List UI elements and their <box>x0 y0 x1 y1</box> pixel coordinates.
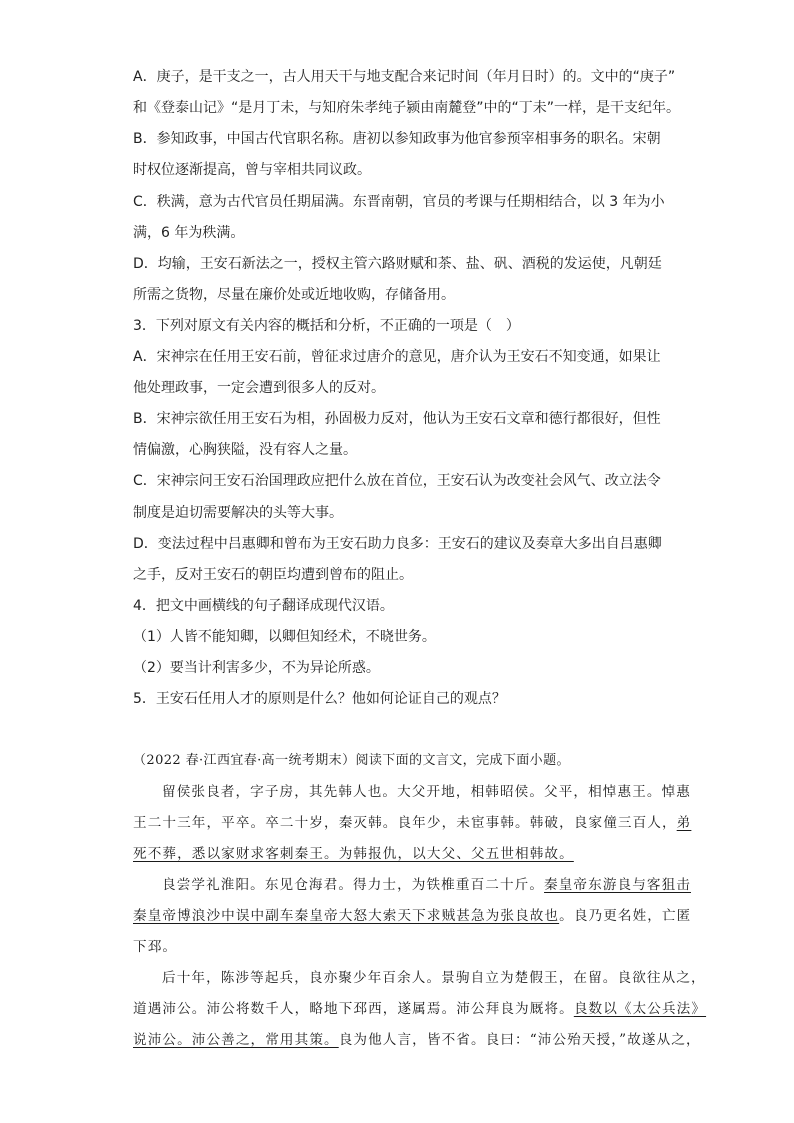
passage-p1-line-2-text: 王二十三年，平卒。卒二十岁，秦灭韩。良年少，未宦事韩。韩破，良家僮三百人， <box>133 815 677 831</box>
underlined-sentence-3-start: 良数以《太公兵法》 <box>573 1001 707 1017</box>
passage-p3-line-2-text: 道遇沛公。沛公将数千人，略地下邳西，遂属焉。沛公拜良为厩将。 <box>133 1001 574 1017</box>
q3-option-c-line-1: C．宋神宗问王安石治国理政应把什么放在首位，王安石认为改变社会风气、改立法令 <box>133 473 661 489</box>
underlined-sentence-2: 秦皇帝博浪沙中误中副车秦皇帝大怒大索天下求贼甚急为张良故也 <box>133 908 560 924</box>
question-5: 5．王安石任用人才的原则是什么？他如何论证自己的观点？ <box>133 691 506 707</box>
q3-option-b-line-1: B．宋神宗欲任用王安石为相，孙固极力反对，他认为王安石文章和德行都很好，但性 <box>133 411 661 427</box>
underlined-sentence-1: 死不葬，悉以家财求客刺秦王。为韩报仇，以大父、父五世相韩故。 <box>133 846 574 862</box>
question-4-sentence-1: （1）人皆不能知卿，以卿但知经术，不晓世务。 <box>133 629 436 645</box>
passage-p3-line-3 <box>133 1031 701 1049</box>
question-4: 4．把文中画横线的句子翻译成现代汉语。 <box>133 598 394 614</box>
passage-p3-line-1: 后十年，陈涉等起兵，良亦聚少年百余人。景驹自立为楚假王，在留。良欲往从之， <box>162 970 706 986</box>
question-3: 3．下列对原文有关内容的概括和分析，不正确的一项是（ ） <box>133 318 520 334</box>
passage-p2-line-1 <box>162 876 691 894</box>
passage-p2-line-2 <box>133 907 691 925</box>
passage-p1-line-2 <box>133 814 691 832</box>
option-a-line-2: 和《登泰山记》“是月丁未，与知府朱孝纯子颍由南麓登”中的“丁未”一样，是干支纪年。 <box>133 100 681 116</box>
question-4-sentence-2: （2）要当计利害多少，不为异论所惑。 <box>133 660 380 676</box>
passage-p2-line-2-text: 。良乃更名姓，亡匿 <box>559 908 692 924</box>
option-a-line-1: A．庚子，是干支之一，古人用天干与地支配合来记时间（年月日时）的。文中的“庚子” <box>133 69 676 85</box>
q3-option-d-line-2: 之手，反对王安石的朝臣均遭到曾布的阻止。 <box>133 567 413 583</box>
q3-option-a-line-2: 他处理政事，一定会遭到很多人的反对。 <box>133 380 385 396</box>
passage-p2-line-1-text: 良尝学礼淮阳。东见仓海君。得力士，为铁椎重百二十斤。 <box>162 877 545 893</box>
option-b-line-1: B．参知政事，中国古代官职名称。唐初以参知政事为他官参预宰相事务的职名。宋朝 <box>133 131 661 147</box>
q3-option-c-line-2: 制度是迫切需要解决的头等大事。 <box>133 505 343 521</box>
passage-p3-line-3-text: 良为他人言，皆不省。良曰：“沛公殆天授，”故遂从之， <box>338 1032 701 1048</box>
option-d-line-1: D．均输，王安石新法之一，授权主管六路财赋和茶、盐、矾、酒税的发运使，凡朝廷 <box>133 256 662 272</box>
underlined-sentence-3: 说沛公。沛公善之，常用其策。 <box>133 1032 339 1048</box>
passage-intro: （2022 春·江西宜春·高一统考期末）阅读下面的文言文，完成下面小题。 <box>133 753 570 768</box>
passage-p2-line-3: 下邳。 <box>133 939 178 955</box>
option-d-line-2: 所需之货物，尽量在廉价处或近地收购，存储备用。 <box>133 287 455 303</box>
underlined-sentence-2-start: 秦皇帝东游良与客狙击 <box>544 877 691 893</box>
passage-p1-line-1: 留侯张良者，字子房，其先韩人也。大父开地，相韩昭侯。父平，相悼惠王。悼惠 <box>162 784 691 800</box>
option-c-line-2: 满，6 年为秩满。 <box>133 225 245 241</box>
option-b-line-2: 时权位逐渐提高，曾与宰相共同议政。 <box>133 162 371 178</box>
passage-p3-line-2 <box>133 1000 706 1018</box>
option-c-line-1: C．秩满，意为古代官员任期届满。东晋南朝，官员的考课与任期相结合，以 3 年为小 <box>133 194 665 210</box>
underlined-sentence-1-start: 弟 <box>676 815 692 831</box>
q3-option-d-line-1: D．变法过程中吕惠卿和曾布为王安石助力良多：王安石的建议及奏章大多出自吕惠卿 <box>133 536 662 552</box>
q3-option-a-line-1: A．宋神宗在任用王安石前，曾征求过唐介的意见，唐介认为王安石不知变通，如果让 <box>133 349 661 365</box>
q3-option-b-line-2: 情偏激，心胸狭隘，没有容人之量。 <box>133 442 357 458</box>
